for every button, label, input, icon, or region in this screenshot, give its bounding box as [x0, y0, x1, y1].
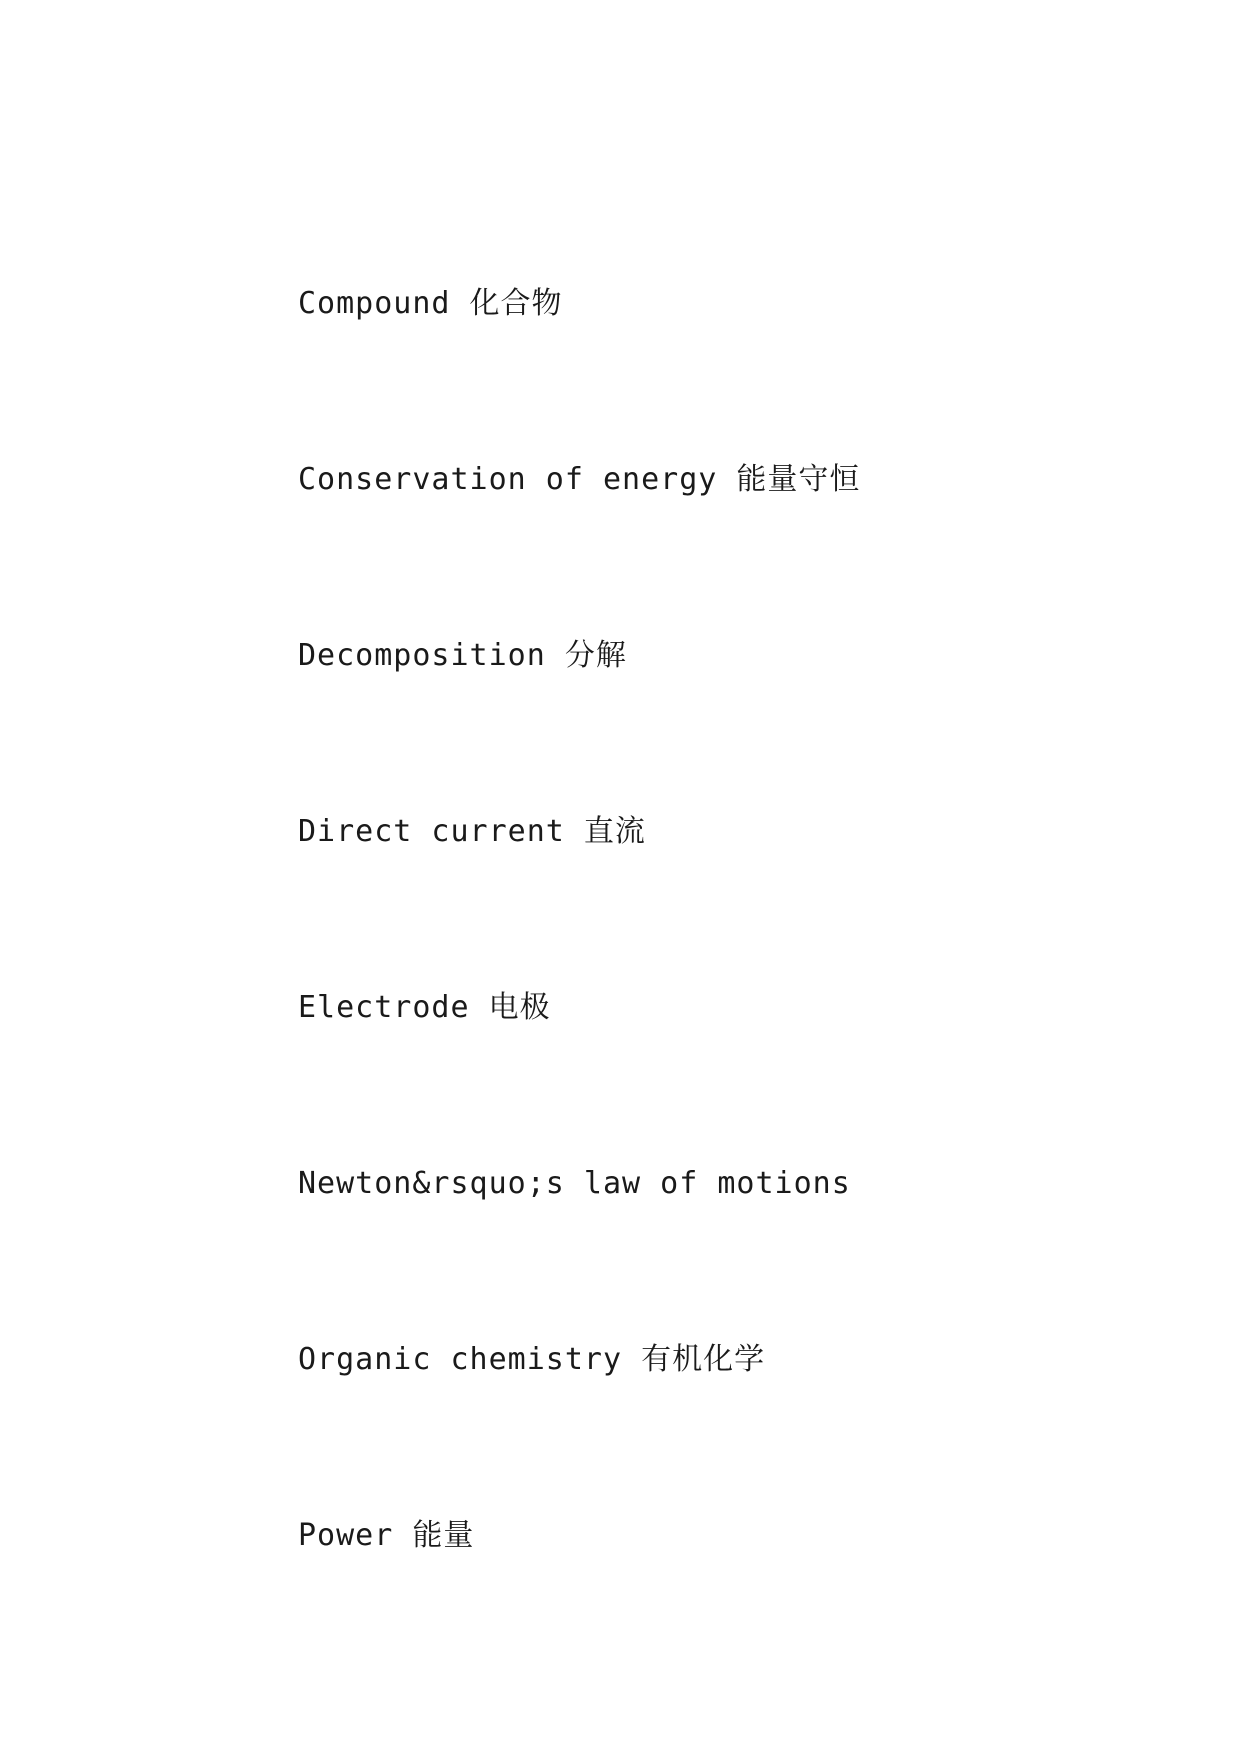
glossary-entry: Power 能量: [298, 1518, 475, 1553]
glossary-entry: Conservation of energy 能量守恒: [298, 462, 861, 497]
glossary-entry: Newton&rsquo;s law of motions: [298, 1166, 851, 1201]
glossary-list: [298, 276, 860, 1684]
glossary-entry: Electrode 电极: [298, 990, 551, 1025]
glossary-entry: Decomposition 分解: [298, 638, 627, 673]
glossary-entry: Organic chemistry 有机化学: [298, 1342, 766, 1377]
glossary-entry: Direct current 直流: [298, 814, 646, 849]
glossary-entry: Compound 化合物: [298, 286, 563, 321]
